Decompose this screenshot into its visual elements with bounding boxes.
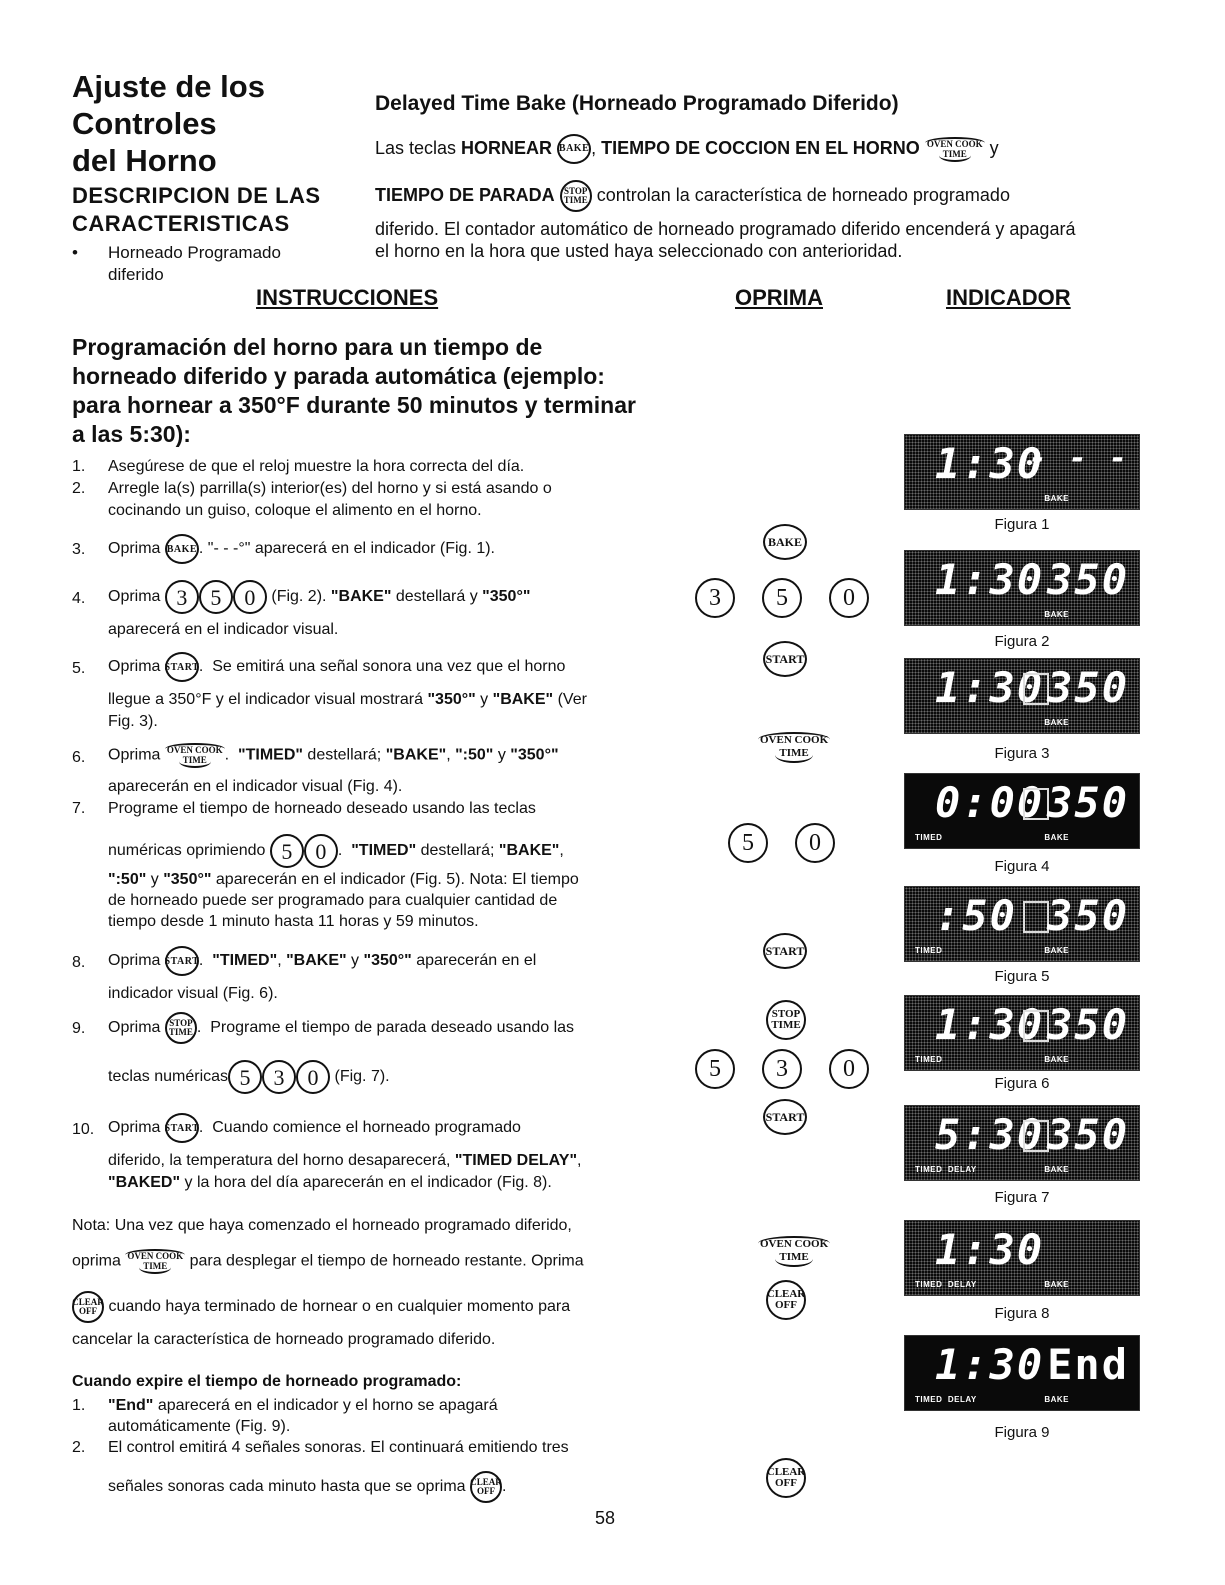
display-time: 0:00	[935, 778, 1045, 827]
step-text-part: diferido, la temperatura del horno desaparecerá,	[108, 1152, 455, 1169]
step-text-part: "BAKE"	[492, 691, 554, 708]
step-text-part: aparecerá en el indicador y el horno se apagará	[153, 1397, 498, 1414]
step-text-part: ,	[446, 746, 456, 764]
key-label: TIME	[775, 747, 812, 763]
display-time: 1:30	[935, 663, 1045, 712]
key-label: OVEN COOK	[926, 138, 983, 149]
oven-display	[904, 658, 1140, 734]
display-box-icon	[1023, 1120, 1049, 1152]
features-heading-line: DESCRIPCION DE LAS	[72, 183, 321, 208]
display-bake-label: BAKE	[1044, 494, 1069, 503]
step-text-part: destellará y	[391, 588, 483, 606]
feature-bullet	[72, 242, 281, 286]
display-box-icon	[1023, 1010, 1049, 1042]
stop-time-key-icon	[560, 180, 592, 212]
program-heading-line: horneado diferido y parada automática (ejemplo:	[72, 363, 605, 389]
step-text-part: y	[475, 691, 493, 708]
key-label: 3	[176, 584, 188, 610]
intro-line-2	[375, 180, 1010, 212]
step-text-part: Cuando comience el horneado programado	[212, 1119, 521, 1137]
stop-time-key-icon	[766, 1000, 806, 1040]
step-text-part: (Fig. 7).	[334, 1068, 390, 1086]
step-text-part: Se emitirá una señal sonora una vez que el horno	[212, 658, 566, 676]
nota-line	[72, 1249, 584, 1274]
nota-line: Nota: Una vez que haya comenzado el horneado programado diferido,	[72, 1217, 572, 1234]
key-label: OVEN COOK	[760, 734, 829, 746]
digit-5-key-icon	[199, 580, 233, 614]
key-label: 5	[742, 829, 754, 856]
start-key-icon	[763, 641, 807, 677]
key-label: OFF	[775, 1299, 797, 1311]
step-text-part: "350°"	[363, 952, 412, 970]
clear-off-key-icon	[470, 1471, 502, 1503]
step-text-part: ,	[559, 842, 564, 860]
display-bake-label: BAKE	[1044, 718, 1069, 727]
intro-text: TIEMPO DE COCCION EN EL HORNO	[601, 137, 920, 158]
expire-heading: Cuando expire el tiempo de horneado programado:	[72, 1373, 462, 1390]
display-timed-delay-label: TIMED DELAY	[915, 1395, 977, 1404]
steps-list	[72, 456, 682, 1016]
step-text-part: (Fig. 2).	[271, 588, 331, 606]
key-label: TIME	[168, 1027, 193, 1037]
step-text: tiempo desde 1 minuto hasta 11 horas y 59 minutos.	[108, 913, 479, 930]
key-label: 0	[307, 1064, 319, 1090]
key-label: 5	[210, 584, 222, 610]
display-box-icon	[1023, 673, 1049, 705]
nota-line: cancelar la característica de horneado programado diferido.	[72, 1331, 496, 1348]
digit-0-key-icon	[829, 578, 869, 618]
display-end-text: End	[1047, 1340, 1129, 1389]
title-line: Ajuste de los	[72, 69, 265, 104]
step-number: 8.	[72, 954, 86, 971]
start-key-icon	[763, 1099, 807, 1135]
key-label: 5	[281, 838, 293, 864]
key-label: CLEAR	[470, 1477, 502, 1487]
display-time: :50	[935, 891, 1017, 940]
key-label: BAKE	[558, 143, 590, 154]
key-label: 3	[273, 1064, 285, 1090]
step-text: Arregle la(s) parrilla(s) interior(es) del horno y si está asando o	[108, 480, 552, 497]
step-text-part: "TIMED"	[238, 746, 303, 764]
key-label: CLEAR	[72, 1297, 104, 1307]
nota-line	[72, 1291, 570, 1323]
key-label: STOP	[771, 1008, 801, 1020]
step-text-part: Oprima	[108, 540, 161, 558]
display-box-icon	[1023, 901, 1049, 933]
step-number: 4.	[72, 590, 86, 607]
display-temperature: 350	[1047, 891, 1129, 940]
intro-line-3: diferido. El contador automático de horneado programado diferido encenderá y apagará	[375, 219, 1076, 239]
step-number: 9.	[72, 1020, 86, 1037]
key-label: TIME	[179, 755, 211, 768]
step-text: Oprima START . Se emitirá una señal sonora una vez que el horno	[108, 652, 565, 682]
digit-0-key-icon	[233, 580, 267, 614]
oven-cook-time-key-icon	[758, 732, 830, 763]
display-temperature: - - -	[1028, 441, 1129, 476]
step-text-part: "BAKE"	[385, 746, 447, 764]
stop-time-key-icon	[165, 1012, 197, 1044]
key-label: TIME	[563, 195, 588, 205]
display-time: 1:30	[935, 1000, 1045, 1049]
step-text: Fig. 3).	[108, 713, 158, 730]
display-temperature: 350	[1047, 778, 1129, 827]
nota-text: oprima	[72, 1252, 121, 1270]
intro-line-1	[375, 134, 999, 164]
key-label: STOP	[564, 186, 588, 196]
display-temperature: 350	[1047, 555, 1129, 604]
key-label: TIME	[939, 149, 971, 162]
figure-caption: Figura 9	[994, 1424, 1050, 1441]
step-number: 6.	[72, 749, 86, 766]
digit-5-key-icon	[228, 1060, 262, 1094]
intro-text: HORNEAR	[461, 137, 553, 158]
oven-cook-time-key-icon	[925, 137, 985, 162]
step-text-part: destellará;	[416, 842, 499, 860]
key-label: START	[765, 651, 805, 666]
key-label: BAKE	[166, 543, 198, 555]
step-text: Oprima BAKE . "- - -°" aparecerá en el indicador (Fig. 1).	[108, 534, 495, 564]
bullet-dot: •	[72, 243, 78, 262]
intro-heading: Delayed Time Bake (Horneado Programado Diferido)	[375, 92, 899, 115]
title-line: del Horno	[72, 143, 217, 178]
step-text-part: "- - -°" aparecerá en el indicador (Fig. 1).	[207, 540, 495, 558]
step-text-part: y	[493, 746, 511, 764]
display-time: 1:30	[935, 1225, 1045, 1274]
oven-cook-time-key-icon	[165, 743, 225, 768]
key-label: 0	[809, 829, 821, 856]
step-text-part: Oprima	[108, 588, 161, 606]
step-number: 2.	[72, 1439, 86, 1456]
display-bake-label: BAKE	[1044, 1395, 1069, 1404]
page-number: 58	[595, 1508, 616, 1528]
bake-key-icon	[165, 534, 199, 564]
figure-caption: Figura 6	[994, 1075, 1050, 1092]
digit-5-key-icon	[695, 1049, 735, 1089]
digit-0-key-icon	[296, 1060, 330, 1094]
display-time: 5:30	[935, 1110, 1045, 1159]
digit-0-key-icon	[795, 823, 835, 863]
step-text-part: "TIMED DELAY"	[454, 1152, 578, 1169]
step-number: 2.	[72, 480, 86, 497]
step-text-part: destellará;	[302, 746, 386, 764]
step-number: 1.	[72, 458, 86, 475]
bullet-line: diferido	[108, 265, 164, 284]
step-text: Programe el tiempo de horneado deseado usando las teclas	[108, 800, 536, 817]
step-text	[108, 1060, 390, 1094]
program-heading	[72, 333, 636, 449]
step-text	[108, 1395, 498, 1416]
step-number: 5.	[72, 660, 86, 677]
digit-5-key-icon	[728, 823, 768, 863]
page-title	[72, 68, 265, 179]
step-text: de horneado puede ser programado para cualquier cantidad de	[108, 892, 558, 909]
display-timed-label: TIMED	[915, 833, 943, 842]
step-text-part: ":50"	[455, 746, 494, 764]
display-bake-label: BAKE	[1044, 1280, 1069, 1289]
key-label: OFF	[775, 1477, 797, 1489]
display-timed-delay-label: TIMED DELAY	[915, 1280, 977, 1289]
step-text: señales sonoras cada minuto hasta que se oprima CLEAR OFF .	[108, 1471, 506, 1503]
key-label: OVEN COOK	[166, 745, 223, 755]
display-bake-label: BAKE	[1044, 1165, 1069, 1174]
oven-cook-time-key-icon	[758, 1236, 830, 1267]
column-header-oprima: OPRIMA	[735, 285, 823, 310]
step-text	[108, 580, 530, 614]
display-timed-label: TIMED	[915, 946, 943, 955]
step-text: Oprima START . Cuando comience el horneado programado	[108, 1113, 521, 1143]
display-temperature: 350	[1047, 1000, 1129, 1049]
key-label: OFF	[79, 1306, 97, 1316]
step-number: 10.	[72, 1121, 95, 1138]
key-label: CLEAR	[766, 1466, 806, 1478]
step-text-part: Oprima	[108, 1019, 161, 1037]
program-heading-line: para hornear a 350°F durante 50 minutos y terminar	[72, 392, 636, 418]
digit-5-key-icon	[762, 578, 802, 618]
program-heading-line: Programación del horno para un tiempo de	[72, 334, 543, 360]
intro-text: Las teclas	[375, 137, 462, 158]
column-header-indicador: INDICADOR	[946, 285, 1071, 310]
key-label: START	[164, 1122, 200, 1134]
step-text-part: "BAKED"	[108, 1174, 181, 1191]
step-text	[108, 1172, 552, 1193]
bake-key-icon	[763, 524, 807, 560]
key-label: TIME	[139, 1261, 171, 1274]
step-text-part: y	[146, 871, 164, 888]
display-bake-label: BAKE	[1044, 610, 1069, 619]
digit-0-key-icon	[304, 834, 338, 868]
display-time: 1:30	[935, 1340, 1045, 1389]
start-key-icon	[165, 946, 199, 976]
step-text-part: "BAKE"	[330, 588, 392, 606]
display-time: 1:30	[935, 555, 1045, 604]
step-text-part: Oprima	[108, 746, 161, 764]
step-text: Asegúrese de que el reloj muestre la hora correcta del día.	[108, 458, 525, 475]
step-text: automáticamente (Fig. 9).	[108, 1418, 291, 1435]
step-text: Oprima OVEN COOK TIME . "TIMED" destellará; "BAKE", ":50" y "350°"	[108, 743, 559, 768]
clear-off-key-icon	[72, 1291, 104, 1323]
step-text: Oprima START . "TIMED", "BAKE" y "350°" aparecerán en el	[108, 946, 536, 976]
intro-text: y	[984, 137, 999, 158]
step-text-part: Oprima	[108, 952, 161, 970]
step-text-part: (Ver	[553, 691, 587, 708]
key-label: OFF	[477, 1486, 495, 1496]
step-text-part: "TIMED"	[212, 952, 278, 970]
step-text-part: numéricas oprimiendo	[108, 842, 266, 860]
display-bake-label: BAKE	[1044, 1055, 1069, 1064]
oven-display	[904, 1335, 1140, 1411]
start-key-icon	[763, 933, 807, 969]
figure-caption: Figura 7	[994, 1189, 1050, 1206]
column-header-instrucciones: INSTRUCCIONES	[256, 285, 439, 310]
step-text-part: señales sonoras cada minuto hasta que se oprima	[108, 1478, 466, 1496]
digit-3-key-icon	[695, 578, 735, 618]
key-label: 0	[315, 838, 327, 864]
bake-key-icon	[557, 134, 591, 164]
nota-text: para desplegar el tiempo de horneado restante. Oprima	[189, 1252, 584, 1270]
step-text-part: ,	[577, 1152, 582, 1169]
step-text-part: "350°"	[482, 588, 531, 606]
oven-display	[904, 1105, 1140, 1181]
step-text-part: ,	[277, 952, 287, 970]
key-label: 5	[776, 584, 788, 611]
key-label: START	[164, 955, 200, 967]
display-bake-label: BAKE	[1044, 833, 1069, 842]
display-timed-label: TIMED	[915, 1055, 943, 1064]
features-heading-line: CARACTERISTICAS	[72, 211, 290, 236]
key-label: 5	[239, 1064, 251, 1090]
step-text-part: "End"	[108, 1397, 154, 1414]
display-time: 1:30	[935, 439, 1045, 488]
digit-3-key-icon	[762, 1049, 802, 1089]
program-heading-line: a las 5:30):	[72, 421, 191, 447]
step-text-part: y	[346, 952, 364, 970]
step-number: 7.	[72, 800, 86, 817]
step-text-part: "350°"	[510, 746, 559, 764]
clear-off-key-icon	[766, 1458, 806, 1498]
key-label: 0	[843, 584, 855, 611]
digit-3-key-icon	[165, 580, 199, 614]
step-text-part: aparecerán en el	[411, 952, 537, 970]
display-timed-delay-label: TIMED DELAY	[915, 1165, 977, 1174]
step-text: indicador visual (Fig. 6).	[108, 985, 278, 1002]
bullet-line: Horneado Programado	[108, 243, 281, 262]
title-line: Controles	[72, 106, 217, 141]
key-label: START	[164, 661, 200, 673]
step-text-part: "BAKE"	[286, 952, 347, 970]
oven-display	[904, 886, 1140, 962]
display-temperature: 350	[1047, 663, 1129, 712]
nota-text: cuando haya terminado de hornear o en cualquier momento para	[108, 1298, 571, 1316]
step-number: 1.	[72, 1397, 86, 1414]
figure-caption: Figura 2	[994, 633, 1050, 650]
key-label: OVEN COOK	[127, 1251, 184, 1261]
digit-5-key-icon	[270, 834, 304, 868]
digit-0-key-icon	[829, 1049, 869, 1089]
figure-caption: Figura 5	[994, 968, 1050, 985]
key-label: OVEN COOK	[760, 1238, 829, 1250]
key-label: CLEAR	[766, 1288, 806, 1300]
step-text-part: "TIMED"	[351, 842, 417, 860]
step-text-part: Oprima	[108, 1119, 161, 1137]
key-label: 3	[709, 584, 721, 611]
oven-display	[904, 550, 1140, 626]
key-label: START	[765, 1109, 805, 1124]
key-label: 5	[709, 1055, 721, 1082]
step-text-part: Programe el tiempo de parada deseado usando las	[210, 1019, 575, 1037]
key-label: 0	[843, 1055, 855, 1082]
step-text: Oprima STOP TIME . Programe el tiempo de parada deseado usando las	[108, 1012, 574, 1044]
key-label: BAKE	[767, 534, 802, 549]
step-text	[108, 1150, 581, 1171]
display-box-icon	[1023, 788, 1049, 820]
oven-cook-time-key-icon	[125, 1249, 185, 1274]
intro-text: controlan la característica de horneado programado	[591, 184, 1010, 205]
key-label: TIME	[775, 1251, 812, 1267]
step-text-part: "350°"	[163, 871, 212, 888]
features-heading	[72, 182, 321, 238]
step-text-part: "350°"	[427, 691, 476, 708]
oven-display	[904, 434, 1140, 510]
digit-3-key-icon	[262, 1060, 296, 1094]
figure-caption: Figura 8	[994, 1305, 1050, 1322]
step-text	[108, 869, 579, 890]
display-temperature: 350	[1047, 1110, 1129, 1159]
clear-off-key-icon	[766, 1280, 806, 1320]
step-text: aparecerá en el indicador visual.	[108, 621, 339, 638]
step-text-part: llegue a 350°F y el indicador visual mostrará	[108, 691, 428, 708]
key-label: START	[765, 943, 805, 958]
oven-display	[904, 995, 1140, 1071]
step-text: aparecerán en el indicador visual (Fig. 4).	[108, 778, 403, 795]
step-text	[108, 689, 587, 710]
step-text: El control emitirá 4 señales sonoras. El continuará emitiendo tres	[108, 1439, 569, 1456]
step-text-part: ":50"	[108, 871, 147, 888]
step-text: numéricas oprimiendo 5 0 . "TIMED" destellará; "BAKE",	[108, 834, 564, 868]
key-label: 3	[776, 1055, 788, 1082]
key-label: 0	[244, 584, 256, 610]
step-text-part: aparecerán en el indicador (Fig. 5). Nota: El tiempo	[211, 871, 579, 888]
step-text: cocinando un guiso, coloque el alimento en el horno.	[108, 502, 482, 519]
intro-text: TIEMPO DE PARADA	[375, 184, 555, 205]
key-label: TIME	[771, 1019, 801, 1031]
step-text-part: teclas numéricas	[108, 1068, 229, 1086]
intro-line-4: el horno en la hora que usted haya seleccionado con anterioridad.	[375, 241, 903, 261]
figure-caption: Figura 1	[994, 516, 1050, 533]
start-key-icon	[165, 652, 199, 682]
oven-display	[904, 1220, 1140, 1296]
key-label: STOP	[169, 1018, 193, 1028]
step-text-part: Oprima	[108, 658, 161, 676]
oven-display	[904, 773, 1140, 849]
step-text-part: y la hora del día aparecerán en el indicador (Fig. 8).	[180, 1174, 552, 1191]
figure-caption: Figura 3	[994, 745, 1050, 762]
steps-list-continued	[72, 1010, 682, 1200]
step-number: 3.	[72, 541, 86, 558]
display-bake-label: BAKE	[1044, 946, 1069, 955]
figure-caption: Figura 4	[994, 858, 1050, 875]
start-key-icon	[165, 1113, 199, 1143]
intro-text: ,	[591, 137, 602, 158]
step-text-part: "BAKE"	[498, 842, 560, 860]
